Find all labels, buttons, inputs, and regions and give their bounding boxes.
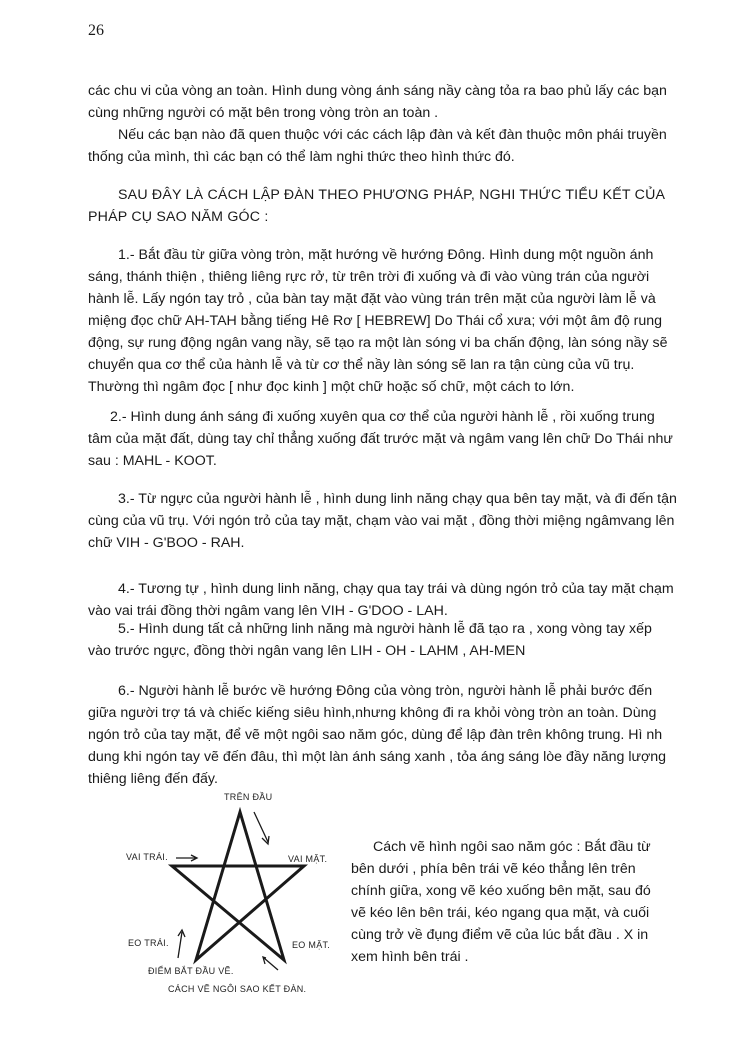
label-top: TRÊN ĐẦU	[224, 792, 273, 802]
step-3: 3.- Từ ngực của người hành lễ , hình dung linh năng chạy qua bên tay mặt, và đi đến tận cùng của vũ trụ. Với ngón trỏ của tay mặt, chạm vào vai mặt , đồng thời miệng ngâmvang lên chữ VIH - G'BOO - RAH.	[88, 491, 677, 551]
arrow-top-right	[254, 812, 268, 842]
page-number: 26	[88, 22, 104, 39]
section-heading: SAU ĐÂY LÀ CÁCH LẬP ĐÀN THEO PHƯƠNG PHÁP, NGHI THỨC TIỂU KẾT CỦA PHÁP CỤ SAO NĂM GÓC :	[88, 187, 665, 225]
arrow-right-hip	[264, 958, 278, 970]
figure-description: Cách vẽ hình ngôi sao năm góc : Bắt đầu từ bên dưới , phía bên trái vẽ kéo thẳng lên trên chính giữa, xong vẽ kéo xuống bên mặt, sau đó vẽ kéo lên bên trái, kéo ngang qua mặt, và cuối cùng trở về đụng điểm vẽ của lúc bắt đầu . X in xem hình bên trái .	[351, 839, 651, 965]
arrow-right-hip-head	[263, 957, 266, 964]
paragraph-tradition: Nếu các bạn nào đã quen thuộc với các cách lập đàn và kết đàn thuộc môn phái truyền thống của mình, thì các bạn có thể làm nghi thức theo hình thức đó.	[88, 127, 667, 165]
label-right-shoulder: VAI MẶT.	[288, 854, 328, 864]
label-left-hip: EO TRÁI.	[128, 938, 169, 948]
pentagram-figure	[112, 782, 352, 1012]
step-5: 5.- Hình dung tất cả những linh năng mà người hành lễ đã tạo ra , xong vòng tay xếp vào trước ngực, đồng thời ngân vang lên LIH - OH - LAHM , AH-MEN	[88, 621, 652, 659]
label-left-shoulder: VAI TRÁI.	[126, 852, 168, 862]
pentagram-drawing	[112, 782, 352, 1012]
label-right-hip: EO MẶT.	[292, 940, 331, 950]
step-4: 4.- Tương tự , hình dung linh năng, chạy qua tay trái và dùng ngón trỏ của tay mặt chạm vào vai trái đồng thời ngâm vang lên VIH - G'DOO - LAH.	[88, 581, 674, 619]
paragraph-intro: các chu vi của vòng an toàn. Hình dung vòng ánh sáng nầy càng tỏa ra bao phủ lấy các bạn cùng những người có mặt bên trong vòng tròn an toàn .	[88, 83, 667, 121]
step-2: 2.- Hình dung ánh sáng đi xuống xuyên qua cơ thể của người hành lễ , rồi xuống trung tâm của mặt đất, dùng tay chỉ thẳng xuống đất trước mặt và ngâm vang lên chữ Do Thái như sau : MAHL - KOOT.	[88, 409, 673, 469]
step-6: 6.- Người hành lễ bước về hướng Đông của vòng tròn, người hành lễ phải bước đến giữa người trợ tá và chiếc kiếng siêu hình,nhưng không đi ra khỏi vòng tròn an toàn. Dùng ngón trỏ của tay mặt, để vẽ một ngôi sao năm góc, dùng để lập đàn trên không trung. Hì nh dung khi ngón tay vẽ đến đâu, thì một làn ánh sáng xanh , tỏa áng sáng lòe đầy năng lượng thiêng liêng đến đấy.	[88, 683, 667, 787]
step-1: 1.- Bắt đầu từ giữa vòng tròn, mặt hướng về hướng Đông. Hình dung một nguồn ánh sáng, thánh thiện , thiêng liêng rực rở, từ trên trời đi xuống và đi vào vùng trán của người hành lễ. Lấy ngón tay trỏ , của bàn tay mặt đặt vào vùng trán trên mặt của người làm lễ và miệng đọc chữ AH-TAH bằng tiếng Hê Rơ [ HEBREW] Do Thái cổ xưa; với một âm độ rung động, sự rung động ngân vang nầy, sẽ tạo ra một làn sóng vi ba chấn động, làn sóng nầy sẽ chuyển qua cơ thể của hành lễ và từ cơ thể nầy làn sóng sẽ lan ra tận cùng của vũ trụ. Thường thì ngâm đọc [ như đọc kinh ] một chữ hoặc số chữ, một cách to lớn.	[88, 247, 668, 395]
pentagram-star	[172, 812, 304, 960]
label-start-point: ĐIỂM BẮT ĐẦU VẼ.	[148, 966, 234, 976]
figure-caption: CÁCH VẼ NGÔI SAO KẾT ĐÀN.	[168, 984, 307, 994]
